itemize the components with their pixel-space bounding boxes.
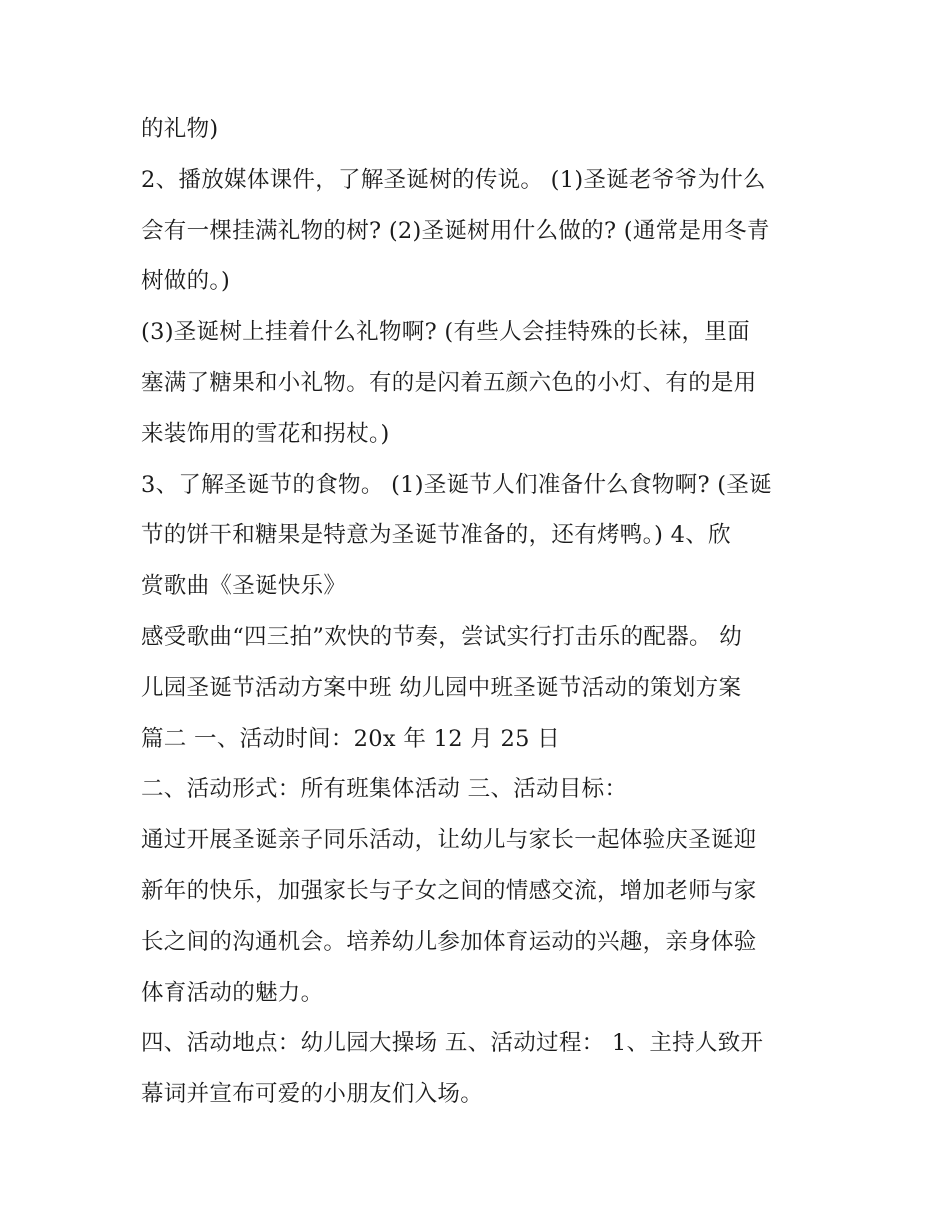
text-line: 树做的。) [141,268,231,295]
text-line: 四、活动地点：幼儿园大操场 五、活动过程： 1、主持人致开 [141,1030,764,1057]
text-line: 赏歌曲《圣诞快乐》 [141,573,347,600]
text-line: 体育活动的魅力。 [141,979,324,1006]
text-line: 儿园圣诞节活动方案中班 幼儿园中班圣诞节活动的策划方案 [141,674,742,701]
text-line: 3、了解圣诞节的食物。 (1)圣诞节人们准备什么食物啊? (圣诞 [141,471,772,498]
text-line: 长之间的沟通机会。培养幼儿参加体育运动的兴趣，亲身体验 [141,928,757,955]
text-line: 通过开展圣诞亲子同乐活动，让幼儿与家长一起体验庆圣诞迎 [141,827,757,854]
text-line: 塞满了糖果和小礼物。有的是闪着五颜六色的小灯、有的是用 [141,369,757,396]
text-line: 幕词并宣布可爱的小朋友们入场。 [141,1081,484,1108]
text-line: 来装饰用的雪花和拐杖。) [141,420,390,447]
document-body [141,104,821,1120]
text-line: 节的饼干和糖果是特意为圣诞节准备的，还有烤鸭。) 4、欣 [141,522,731,549]
text-line: 新年的快乐，加强家长与子女之间的情感交流，增加老师与家 [141,877,757,904]
text-line: 2、播放媒体课件，了解圣诞树的传说。 (1)圣诞老爷爷为什么 [141,166,766,193]
text-line: 会有一棵挂满礼物的树? (2)圣诞树用什么做的? (通常是用冬青 [141,217,770,244]
text-line: 二、活动形式：所有班集体活动 三、活动目标： [141,776,628,803]
text-line: 感受歌曲“四三拍”欢快的节奏，尝试实行打击乐的配器。 幼 [141,623,743,650]
text-line: 的礼物) [141,116,219,142]
text-line: 篇二 一、活动时间：20x 年 12 月 25 日 [141,725,560,752]
text-line: (3)圣诞树上挂着什么礼物啊? (有些人会挂特殊的长袜，里面 [141,319,750,346]
